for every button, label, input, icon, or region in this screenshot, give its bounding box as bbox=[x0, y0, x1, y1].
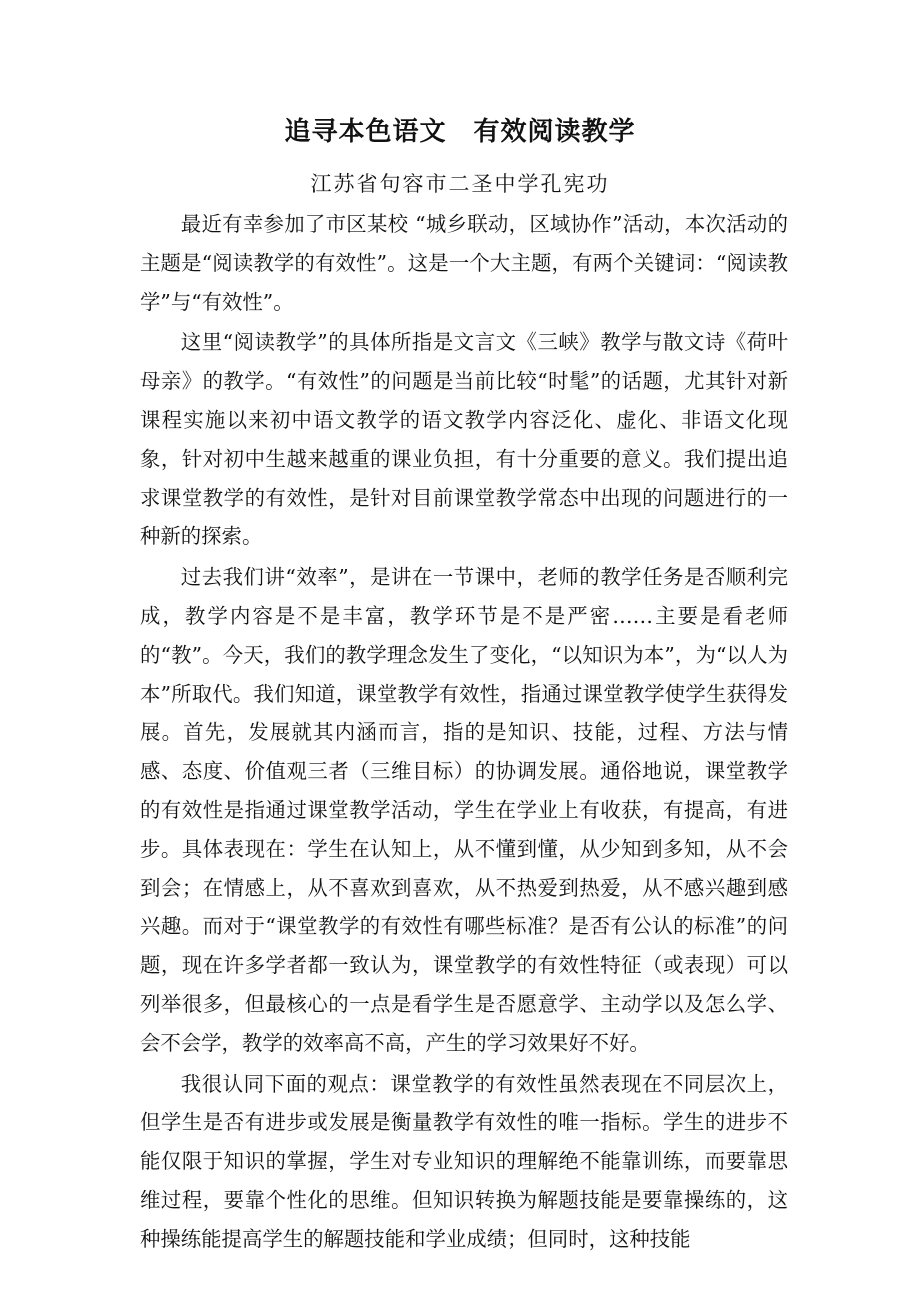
paragraph: 过去我们讲“效率”，是讲在一节课中，老师的教学任务是否顺利完成，教学内容是不是丰富，教学环节是不是严密……主要是看老师的“教”。今天，我们的教学理念发生了变化，“以知识为本”，为“以人为本”所取代。我们知道，课堂教学有效性，指通过课堂教学使学生获得发展。首先，发展就其内涵而言，指的是知识、技能，过程、方法与情感、态度、价值观三者（三维目标）的协调发展。通俗地说，课堂教学的有效性是指通过课堂教学活动，学生在学业上有收获，有提高，有进步。具体表现在：学生在认知上，从不懂到懂，从少知到多知，从不会到会；在情感上，从不喜欢到喜欢，从不热爱到热爱，从不感兴趣到感兴趣。而对于“课堂教学的有效性有哪些标准？是否有公认的标准”的问题，现在许多学者都一致认为，课堂教学的有效性特征（或表现）可以列举很多，但最核心的一点是看学生是否愿意学、主动学以及怎么学、会不会学，教学的效率高不高，产生的学习效果好不好。 bbox=[140, 565, 788, 1055]
paragraph: 最近有幸参加了市区某校 “城乡联动，区域协作”活动，本次活动的主题是“阅读教学的有效性”。这是一个大主题，有两个关键词：“阅读教学”与“有效性”。 bbox=[140, 212, 788, 314]
paragraph: 这里“阅读教学”的具体所指是文言文《三峡》教学与散文诗《荷叶母亲》的教学。“有效性”的问题是当前比较“时髦”的话题，尤其针对新课程实施以来初中语文教学的语文教学内容泛化、虚化、非语文化现象，针对初中生越来越重的课业负担，有十分重要的意义。我们提出追求课堂教学的有效性，是针对目前课堂教学常态中出现的问题进行的一种新的探索。 bbox=[140, 330, 788, 549]
document-title: 追寻本色语文 有效阅读教学 bbox=[284, 117, 636, 147]
document-author: 江苏省句容市二圣中学孔宪功 bbox=[310, 172, 610, 196]
paragraph: 我很认同下面的观点：课堂教学的有效性虽然表现在不同层次上，但学生是否有进步或发展是衡量教学有效性的唯一指标。学生的进步不能仅限于知识的掌握，学生对专业知识的理解绝不能靠训练，而要靠思维过程，要靠个性化的思维。但知识转换为解题技能是要靠操练的，这种操练能提高学生的解题技能和学业成绩；但同时，这种技能 bbox=[140, 1071, 788, 1251]
document-body bbox=[140, 205, 788, 1261]
